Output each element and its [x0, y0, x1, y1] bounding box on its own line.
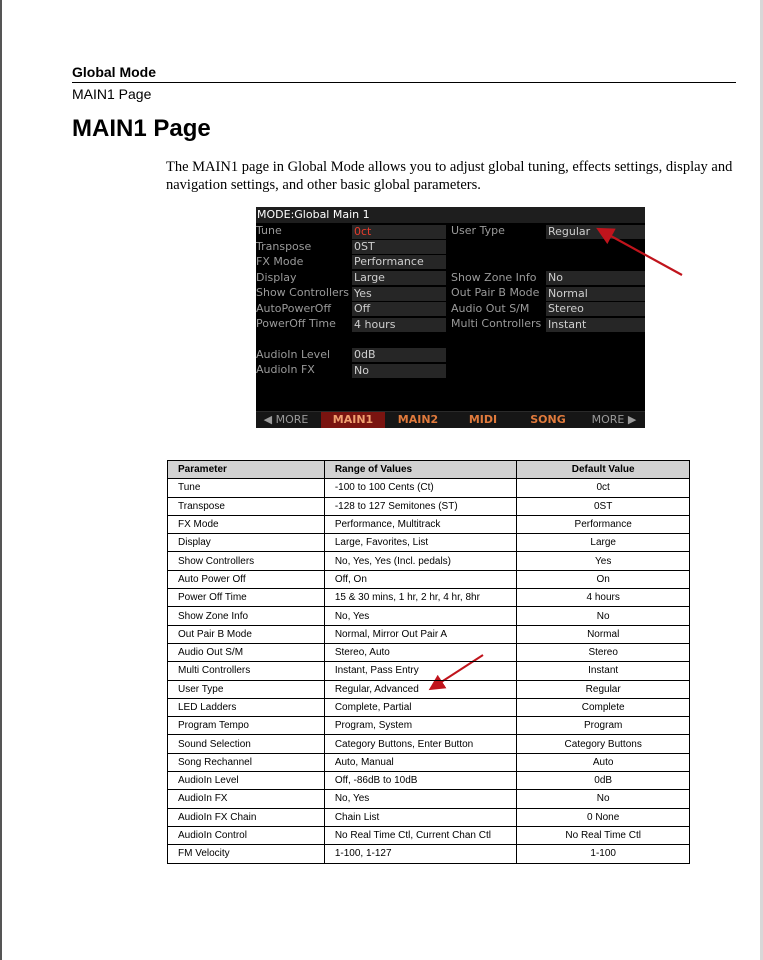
cell-default: Category Buttons [517, 735, 690, 753]
screen-value-audioin-fx: No [352, 364, 446, 378]
cell-default: 0ST [517, 497, 690, 515]
cell-range: Large, Favorites, List [324, 534, 517, 552]
cell-range: Auto, Manual [324, 753, 517, 771]
table-row [168, 772, 690, 790]
cell-range: 1-100, 1-127 [324, 845, 517, 863]
screen-label-show-controllers: Show Controllers [256, 286, 350, 299]
header-default: Default Value [517, 461, 690, 479]
cell-range: Category Buttons, Enter Button [324, 735, 517, 753]
screen-value-user-type: Regular [546, 225, 645, 239]
cell-range: 15 & 30 mins, 1 hr, 2 hr, 4 hr, 8hr [324, 589, 517, 607]
cell-parameter: User Type [168, 680, 325, 698]
cell-default: Performance [517, 515, 690, 533]
cell-default: 4 hours [517, 589, 690, 607]
table-row [168, 845, 690, 863]
subsection-heading: MAIN1 Page [72, 86, 152, 102]
screen-value-out-pair-b-mode: Normal [546, 287, 645, 301]
cell-range: No, Yes, Yes (Incl. pedals) [324, 552, 517, 570]
cell-parameter: Song Rechannel [168, 753, 325, 771]
section-heading: Global Mode [72, 64, 156, 80]
cell-default: No [517, 790, 690, 808]
table-row [168, 570, 690, 588]
screen-label-multi-controllers: Multi Controllers [451, 317, 542, 330]
cell-default: No [517, 607, 690, 625]
cell-parameter: Show Controllers [168, 552, 325, 570]
cell-default: On [517, 570, 690, 588]
table-row [168, 625, 690, 643]
table-row [168, 790, 690, 808]
table-row [168, 735, 690, 753]
screen-value-fx-mode: Performance [352, 255, 446, 269]
cell-parameter: Show Zone Info [168, 607, 325, 625]
screen-label-out-pair-b-mode: Out Pair B Mode [451, 286, 540, 299]
cell-parameter: AudioIn FX [168, 790, 325, 808]
cell-range: Off, -86dB to 10dB [324, 772, 517, 790]
cell-default: Auto [517, 753, 690, 771]
cell-parameter: Out Pair B Mode [168, 625, 325, 643]
cell-parameter: AudioIn Control [168, 826, 325, 844]
screen-label-audio-out-sm: Audio Out S/M [451, 302, 530, 315]
screen-value-audio-out-sm: Stereo [546, 302, 645, 316]
cell-parameter: FM Velocity [168, 845, 325, 863]
screen-tab-more-left[interactable]: ◀ MORE [263, 413, 309, 426]
screen-label-poweroff-time: PowerOff Time [256, 317, 336, 330]
cell-parameter: AudioIn Level [168, 772, 325, 790]
cell-default: Regular [517, 680, 690, 698]
cell-default: 0dB [517, 772, 690, 790]
cell-range: No, Yes [324, 607, 517, 625]
table-row [168, 589, 690, 607]
cell-range: No Real Time Ctl, Current Chan Ctl [324, 826, 517, 844]
screen-value-poweroff-time: 4 hours [352, 318, 446, 332]
cell-range: -100 to 100 Cents (Ct) [324, 479, 517, 497]
cell-parameter: FX Mode [168, 515, 325, 533]
cell-parameter: Display [168, 534, 325, 552]
cell-parameter: LED Ladders [168, 698, 325, 716]
table-header-row [168, 461, 690, 479]
screen-label-audioin-fx: AudioIn FX [256, 363, 315, 376]
cell-default: Normal [517, 625, 690, 643]
table-row [168, 552, 690, 570]
table-row [168, 643, 690, 661]
cell-parameter: Multi Controllers [168, 662, 325, 680]
page-title: MAIN1 Page [72, 115, 211, 142]
table-row [168, 717, 690, 735]
screen-tab-main2[interactable]: MAIN2 [397, 413, 439, 426]
screen-value-autopoweroff: Off [352, 302, 446, 316]
table-row [168, 515, 690, 533]
cell-parameter: Program Tempo [168, 717, 325, 735]
cell-default: Complete [517, 698, 690, 716]
cell-range: -128 to 127 Semitones (ST) [324, 497, 517, 515]
cell-parameter: Sound Selection [168, 735, 325, 753]
screen-tab-midi[interactable]: MIDI [468, 413, 498, 426]
header-parameter: Parameter [168, 461, 325, 479]
cell-default: Program [517, 717, 690, 735]
screen-label-fx-mode: FX Mode [256, 255, 304, 268]
cell-default: 0 None [517, 808, 690, 826]
table-row [168, 808, 690, 826]
screen-value-show-zone-info: No [546, 271, 645, 285]
screen-tab-song[interactable]: SONG [530, 413, 566, 426]
cell-range: Complete, Partial [324, 698, 517, 716]
header-range: Range of Values [324, 461, 517, 479]
screen-label-show-zone-info: Show Zone Info [451, 271, 537, 284]
intro-paragraph: The MAIN1 page in Global Mode allows you to adjust global tuning, effects settings, display and navigation settings, and other basic global parameters. [166, 159, 733, 193]
table-row [168, 662, 690, 680]
table-row [168, 826, 690, 844]
cell-range: Regular, Advanced [324, 680, 517, 698]
screen-label-autopoweroff: AutoPowerOff [256, 302, 332, 315]
screen-tab-more-right[interactable]: MORE ▶ [591, 413, 637, 426]
screen-value-tune: 0ct [352, 225, 446, 239]
cell-default: Instant [517, 662, 690, 680]
screen-value-transpose: 0ST [352, 240, 446, 254]
table-row [168, 698, 690, 716]
screen-title: MODE:Global Main 1 [256, 207, 645, 223]
cell-default: Large [517, 534, 690, 552]
table-row [168, 497, 690, 515]
cell-default: Yes [517, 552, 690, 570]
screen-label-tune: Tune [256, 224, 282, 237]
cell-parameter: Audio Out S/M [168, 643, 325, 661]
cell-range: Program, System [324, 717, 517, 735]
screen-label-audioin-level: AudioIn Level [256, 348, 331, 361]
screen-value-show-controllers: Yes [352, 287, 446, 301]
cell-default: 0ct [517, 479, 690, 497]
cell-parameter: AudioIn FX Chain [168, 808, 325, 826]
screen-tab-main1[interactable]: MAIN1 [321, 412, 385, 428]
cell-range: No, Yes [324, 790, 517, 808]
screen-label-user-type: User Type [451, 224, 505, 237]
cell-range: Stereo, Auto [324, 643, 517, 661]
cell-range: Off, On [324, 570, 517, 588]
table-row [168, 753, 690, 771]
cell-range: Normal, Mirror Out Pair A [324, 625, 517, 643]
arrow-screen-user-type [600, 230, 682, 275]
screen-label-transpose: Transpose [256, 240, 312, 253]
screen-value-audioin-level: 0dB [352, 348, 446, 362]
screen-value-multi-controllers: Instant [546, 318, 645, 332]
cell-parameter: Tune [168, 479, 325, 497]
parameter-table [167, 460, 690, 864]
screen-label-display: Display [256, 271, 297, 284]
cell-default: No Real Time Ctl [517, 826, 690, 844]
cell-range: Performance, Multitrack [324, 515, 517, 533]
screen-value-display: Large [352, 271, 446, 285]
cell-parameter: Transpose [168, 497, 325, 515]
table-row [168, 479, 690, 497]
cell-parameter: Auto Power Off [168, 570, 325, 588]
table-row [168, 534, 690, 552]
cell-range: Chain List [324, 808, 517, 826]
cell-default: Stereo [517, 643, 690, 661]
table-row [168, 680, 690, 698]
cell-default: 1-100 [517, 845, 690, 863]
cell-range: Instant, Pass Entry [324, 662, 517, 680]
table-row [168, 607, 690, 625]
cell-parameter: Power Off Time [168, 589, 325, 607]
